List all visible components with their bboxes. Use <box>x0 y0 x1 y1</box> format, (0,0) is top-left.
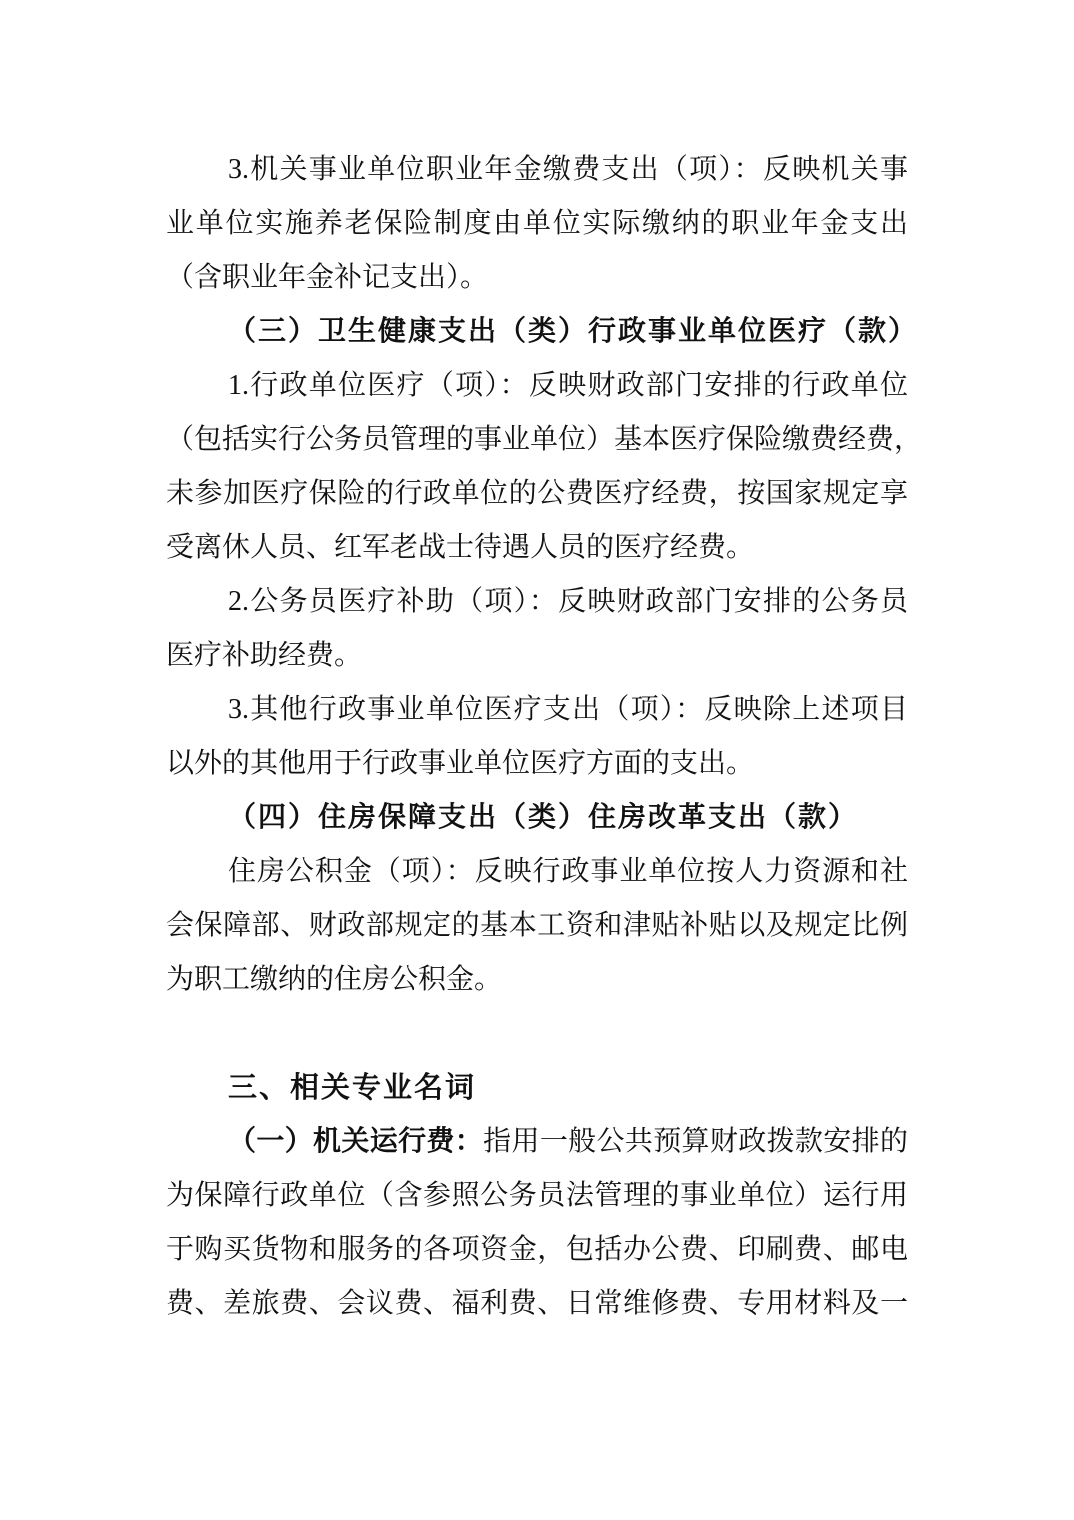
text-line <box>166 1277 908 1331</box>
text-segment: 住房公积金（项）：反映行政事业单位按人力资源和社 <box>228 856 908 887</box>
text-line <box>166 1223 908 1277</box>
text-segment: （含职业年金补记支出）。 <box>166 262 489 293</box>
text-line <box>166 953 908 1007</box>
text-line <box>166 629 908 683</box>
heading-section-3-health <box>166 305 919 359</box>
text-segment: 3.其他行政事业单位医疗支出（项）：反映除上述项目 <box>228 694 908 725</box>
text-segment: 未参加医疗保险的行政单位的公费医疗经费，按国家规定享 <box>166 478 908 509</box>
text-line <box>166 737 908 791</box>
para-admin-unit-medical <box>166 359 923 575</box>
text-segment: 于购买货物和服务的各项资金，包括办公费、印刷费、邮电 <box>166 1234 908 1265</box>
text-line <box>166 575 908 629</box>
text-segment: 指用一般公共预算财政拨款安排的 <box>483 1126 908 1157</box>
text-line <box>166 197 908 251</box>
para-other-medical-expense <box>166 683 908 791</box>
text-line <box>166 683 908 737</box>
text-segment: 为职工缴纳的住房公积金。 <box>166 964 503 995</box>
para-agency-operating-cost <box>166 1115 908 1331</box>
heading-section-4-housing <box>166 791 908 845</box>
text-line <box>166 791 908 845</box>
text-line <box>166 1061 908 1115</box>
text-segment: 会保障部、财政部规定的基本工资和津贴补贴以及规定比例 <box>166 910 908 941</box>
para-housing-fund <box>166 845 908 1007</box>
text-line <box>166 359 908 413</box>
text-segment: 业单位实施养老保险制度由单位实际缴纳的职业年金支出 <box>166 208 908 239</box>
text-segment: 2.公务员医疗补助（项）：反映财政部门安排的公务员 <box>228 586 908 617</box>
text-line <box>166 1169 908 1223</box>
text-segment: （一）机关运行费： <box>228 1126 484 1157</box>
text-line <box>166 1115 908 1169</box>
text-segment: （三）卫生健康支出（类）行政事业单位医疗（款） <box>228 316 919 347</box>
text-line <box>166 305 919 359</box>
text-segment: 受离休人员、红军老战士待遇人员的医疗经费。 <box>166 532 755 563</box>
text-line <box>166 143 908 197</box>
para-pension-annuity <box>166 143 908 305</box>
text-segment: 三、相关专业名词 <box>228 1072 477 1104</box>
text-line <box>166 899 908 953</box>
heading-chapter-3-terms <box>166 1061 908 1115</box>
text-segment: 以外的其他用于行政事业单位医疗方面的支出。 <box>166 748 755 779</box>
text-segment: 为保障行政单位（含参照公务员法管理的事业单位）运行用 <box>166 1180 908 1211</box>
text-segment: 医疗补助经费。 <box>166 640 363 671</box>
text-segment: （四）住房保障支出（类）住房改革支出（款） <box>228 802 859 833</box>
text-line <box>166 413 923 467</box>
text-line <box>166 251 908 305</box>
text-line <box>166 845 908 899</box>
document-text-body <box>166 143 923 1331</box>
text-segment: 费、差旅费、会议费、福利费、日常维修费、专用材料及一 <box>166 1288 908 1319</box>
text-line <box>166 521 908 575</box>
text-segment: 3.机关事业单位职业年金缴费支出（项）：反映机关事 <box>228 154 908 185</box>
para-civil-servant-medical-subsidy <box>166 575 908 683</box>
blank-line <box>166 1007 908 1061</box>
text-segment: 1.行政单位医疗（项）：反映财政部门安排的行政单位 <box>228 370 908 401</box>
text-line <box>166 467 908 521</box>
text-segment: （包括实行公务员管理的事业单位）基本医疗保险缴费经费， <box>166 424 923 455</box>
